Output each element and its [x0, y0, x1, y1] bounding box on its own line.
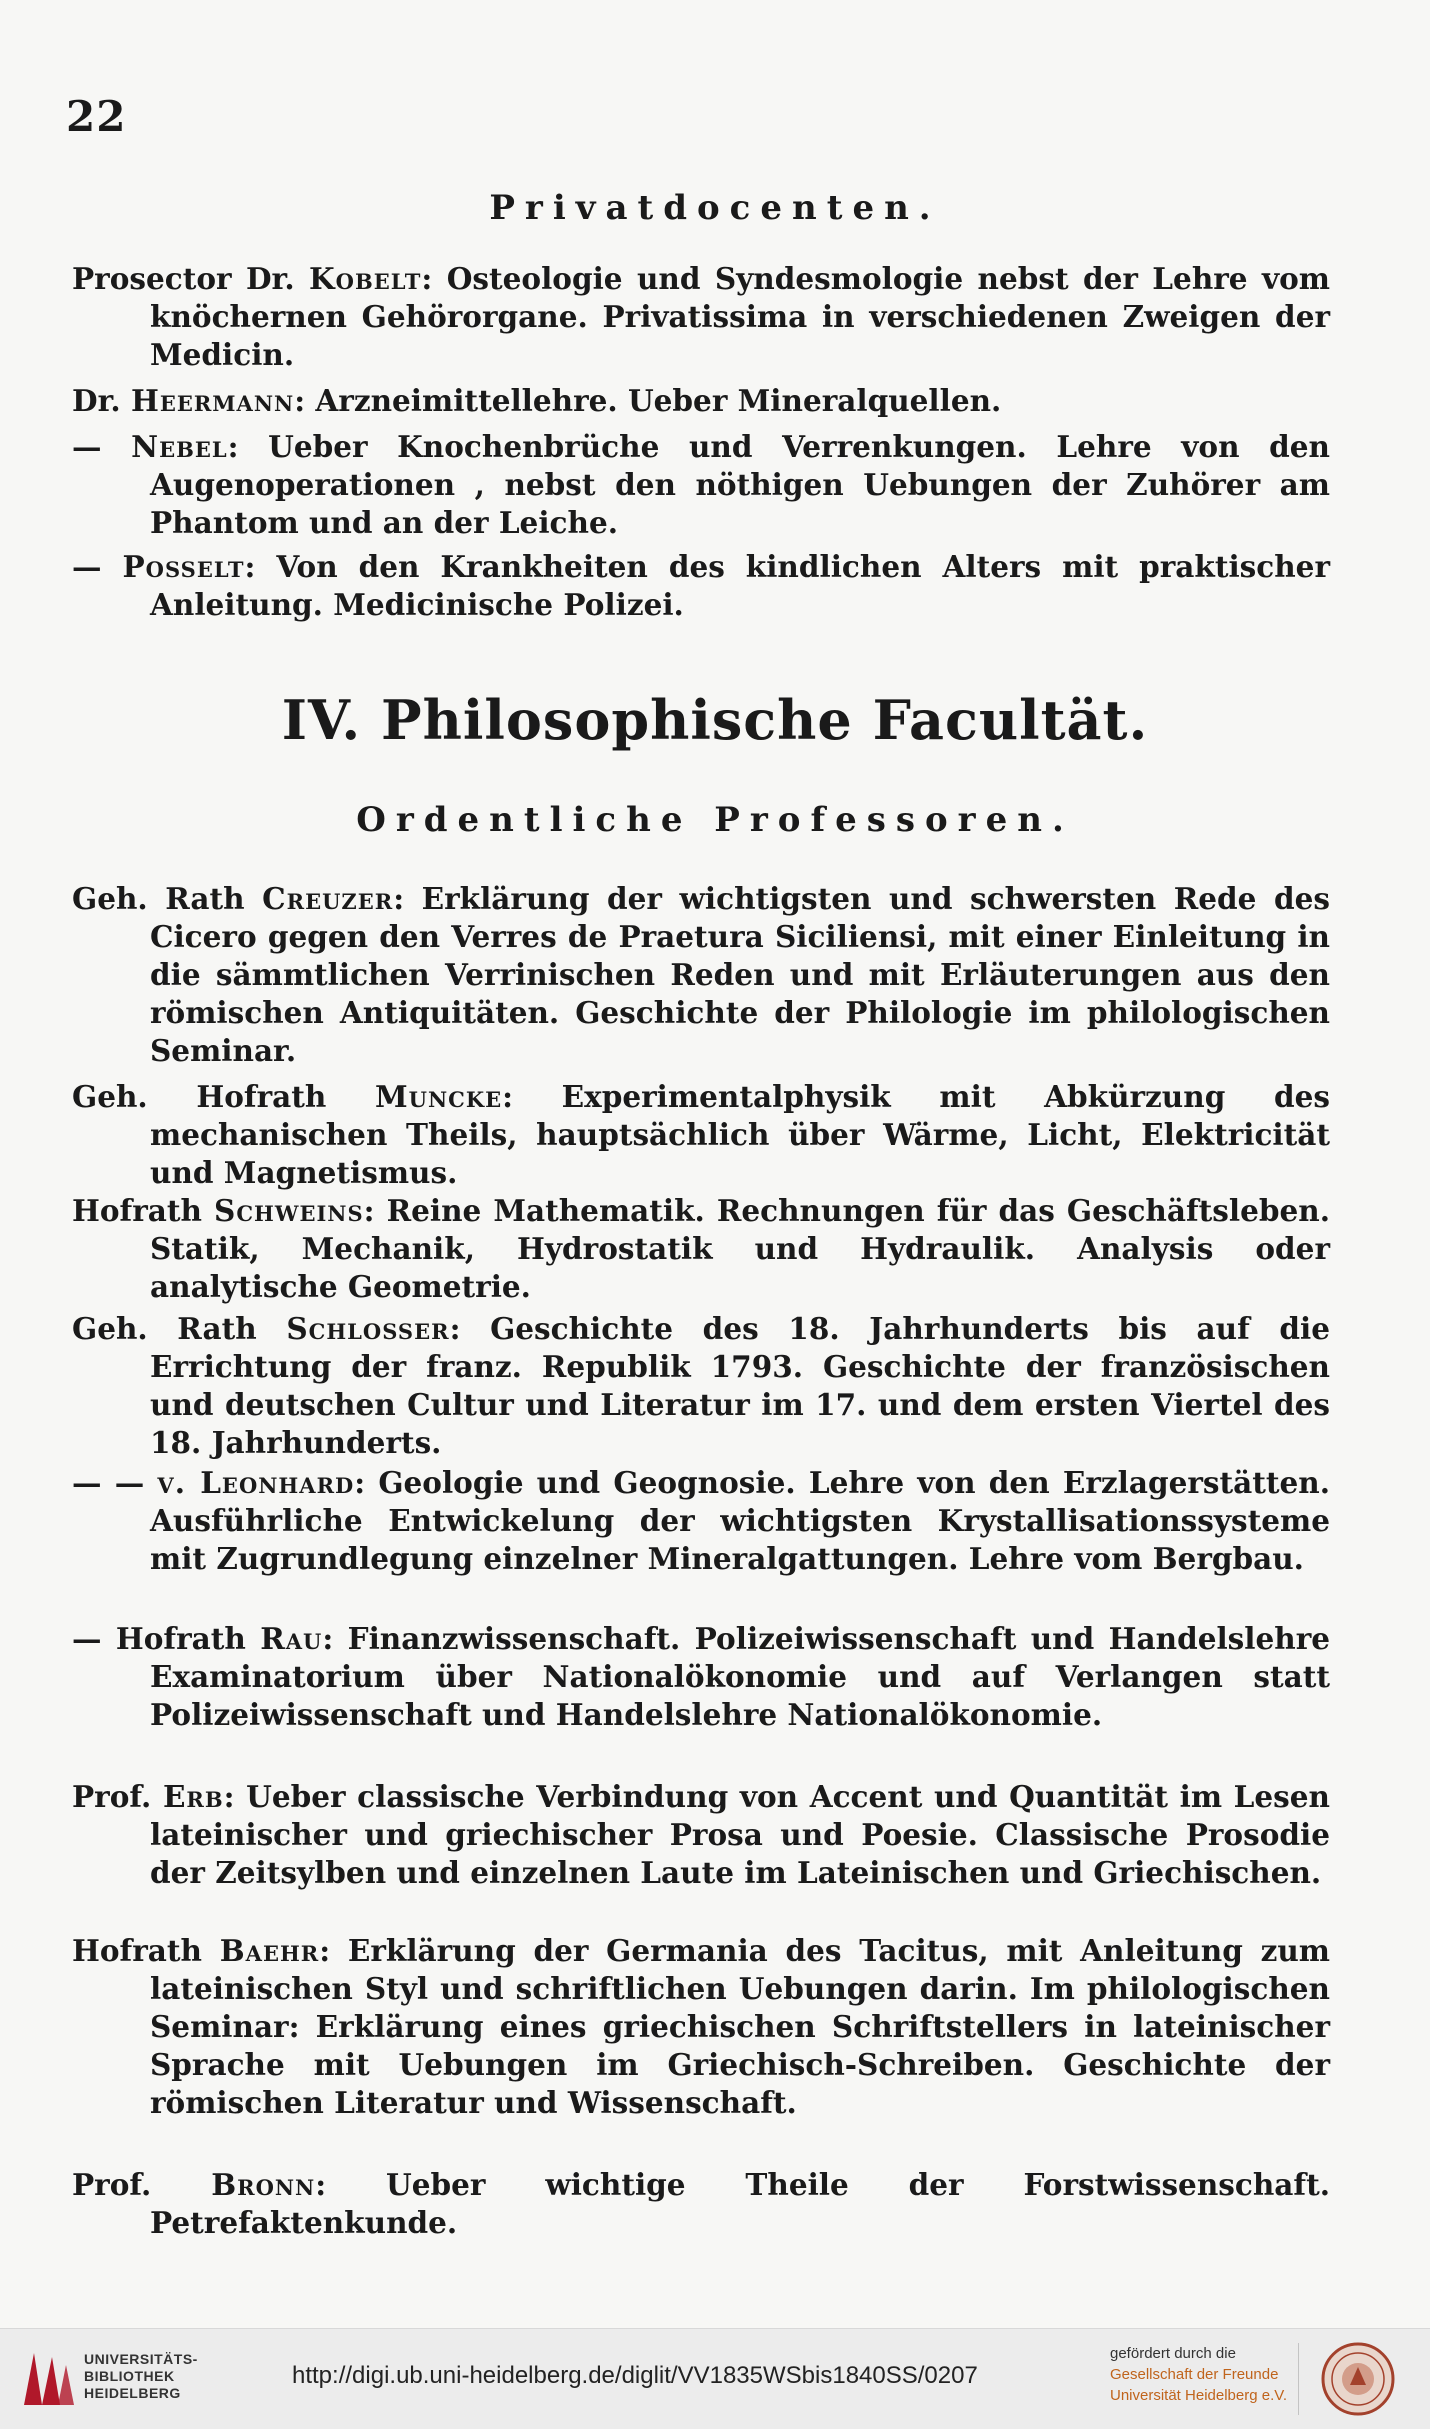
- entry-rau: [72, 1620, 1330, 1734]
- entry-text: : Ueber wichtige Theile der Forstwissenschaft. Petrefaktenkunde.: [150, 2167, 1330, 2240]
- entry-prefix: —: [72, 429, 132, 464]
- entry-prefix: Prof.: [72, 2167, 212, 2202]
- entry-name: Heermann: [130, 383, 295, 418]
- entry-text: : Geschichte des 18. Jahrhunderts bis auf die Errichtung der franz. Republik 1793. Geschichte der französischen und deutschen Cultur und Literatur im 17. und dem ersten Viertel des 18. Jahrhunderts.: [150, 1311, 1330, 1460]
- entry-name: Posselt: [122, 549, 245, 584]
- entry-text: : Finanzwissenschaft. Polizeiwissenschaft und Handelslehre Examinatorium über Nationalökonomie und auf Verlangen statt Polizeiwissenschaft und Handelslehre Nationalökonomie.: [150, 1621, 1331, 1732]
- sponsor-credit: gefördert durch die Gesellschaft der Freunde Universität Heidelberg e.V.: [1110, 2345, 1288, 2404]
- entry-prefix: Dr.: [72, 383, 131, 418]
- page-number: 22: [66, 92, 127, 141]
- footer-divider: [1298, 2343, 1299, 2415]
- entry-baehr: [72, 1932, 1330, 2122]
- entry-name: Muncke: [374, 1079, 503, 1114]
- entry-text: : Arzneimittellehre. Ueber Mineralquellen.: [294, 383, 1002, 418]
- entry-kobelt: [72, 260, 1330, 374]
- entry-name: Bronn: [211, 2167, 316, 2202]
- entry-prefix: —: [72, 549, 123, 584]
- entry-name: Baehr: [219, 1933, 320, 1968]
- entry-name: Kobelt: [309, 261, 422, 296]
- entry-heermann: [72, 382, 1330, 420]
- entry-bronn: [72, 2166, 1330, 2242]
- entry-name: Schlosser: [286, 1311, 450, 1346]
- privatdocenten-heading: Privatdocenten.: [489, 188, 941, 228]
- entry-name: v. Leonhard: [157, 1465, 355, 1500]
- entry-name: Schweins: [214, 1193, 364, 1228]
- entry-prefix: — —: [72, 1465, 158, 1500]
- faculty-heading: IV. Philosophische Facultät.: [281, 688, 1149, 752]
- entry-text: : Von den Krankheiten des kindlichen Alters mit praktischer Anleitung. Medicinische Polizei.: [150, 549, 1330, 622]
- entry-leonhard: [72, 1464, 1330, 1578]
- footer-bar: [0, 2328, 1430, 2429]
- entry-muncke: [72, 1078, 1330, 1192]
- entry-prefix: Geh. Rath: [72, 881, 263, 916]
- library-logo-icon: [18, 2347, 76, 2411]
- entry-erb: [72, 1778, 1330, 1892]
- entry-text: : Erklärung der wichtigsten und schwersten Rede des Cicero gegen den Verres de Praetura Siciliensi, mit einer Einleitung in die sämmtlichen Verrinischen Reden und mit Erläuterungen aus den römischen Antiquitäten. Geschichte der Philologie im philologischen Seminar.: [150, 881, 1330, 1068]
- entry-posselt: [72, 548, 1330, 624]
- entry-name: Nebel: [131, 429, 228, 464]
- digitization-url[interactable]: http://digi.ub.uni-heidelberg.de/diglit/VV1835WSbis1840SS/0207: [292, 2362, 978, 2389]
- entry-prefix: Geh. Rath: [72, 1311, 287, 1346]
- entry-name: Rau: [260, 1621, 323, 1656]
- entry-prefix: Geh. Hofrath: [72, 1079, 375, 1114]
- entry-text: : Ueber Knochenbrüche und Verrenkungen. Lehre von den Augenoperationen , nebst den nöthigen Uebungen der Zuhörer am Phantom und an der Leiche.: [150, 429, 1330, 540]
- entry-name: Erb: [162, 1779, 224, 1814]
- entry-text: : Reine Mathematik. Rechnungen für das Geschäftsleben. Statik, Mechanik, Hydrostatik und Hydraulik. Analysis oder analytische Geometrie.: [150, 1193, 1330, 1304]
- entry-schlosser: [72, 1310, 1330, 1462]
- entry-creuzer: [72, 880, 1330, 1070]
- entry-nebel: [72, 428, 1330, 542]
- entry-text: : Ueber classische Verbindung von Accent und Quantität im Lesen lateinischer und griechischer Prosa und Poesie. Classische Prosodie der Zeitsylben und einzelnen Laute im Lateinischen und Griechischen.: [150, 1779, 1330, 1890]
- entry-text: : Experimentalphysik mit Abkürzung des mechanischen Theils, hauptsächlich über Wärme, Licht, Elektricität und Magnetismus.: [150, 1079, 1330, 1190]
- entry-prefix: Hofrath: [72, 1933, 220, 1968]
- entry-schweins: [72, 1192, 1330, 1306]
- entry-name: Creuzer: [262, 881, 394, 916]
- entry-prefix: — Hofrath: [72, 1621, 261, 1656]
- entry-prefix: Hofrath: [72, 1193, 215, 1228]
- entry-text: : Osteologie und Syndesmologie nebst der Lehre vom knöchernen Gehörorgane. Privatissima in verschiedenen Zweigen der Medicin.: [150, 261, 1330, 372]
- professors-heading: Ordentliche Professoren.: [356, 800, 1074, 840]
- entry-text: : Geologie und Geognosie. Lehre von den Erzlagerstätten. Ausführliche Entwickelung der wichtigsten Krystallisationssysteme mit Zugrundlegung einzelner Mineralgattungen. Lehre vom Bergbau.: [150, 1465, 1330, 1576]
- entry-text: : Erklärung der Germania des Tacitus, mit Anleitung zum lateinischen Styl und schriftlichen Uebungen darin. Im philologischen Seminar: Erklärung eines griechischen Schriftstellers in lateinischer Sprache mit Uebungen im Griechisch-Schreiben. Geschichte der römischen Literatur und Wissenschaft.: [150, 1933, 1330, 2120]
- entry-prefix: Prof.: [72, 1779, 163, 1814]
- library-name: UNIVERSITÄTS- BIBLIOTHEK HEIDELBERG: [84, 2351, 198, 2401]
- entry-prefix: Prosector Dr.: [72, 261, 310, 296]
- university-seal-icon: [1320, 2341, 1396, 2417]
